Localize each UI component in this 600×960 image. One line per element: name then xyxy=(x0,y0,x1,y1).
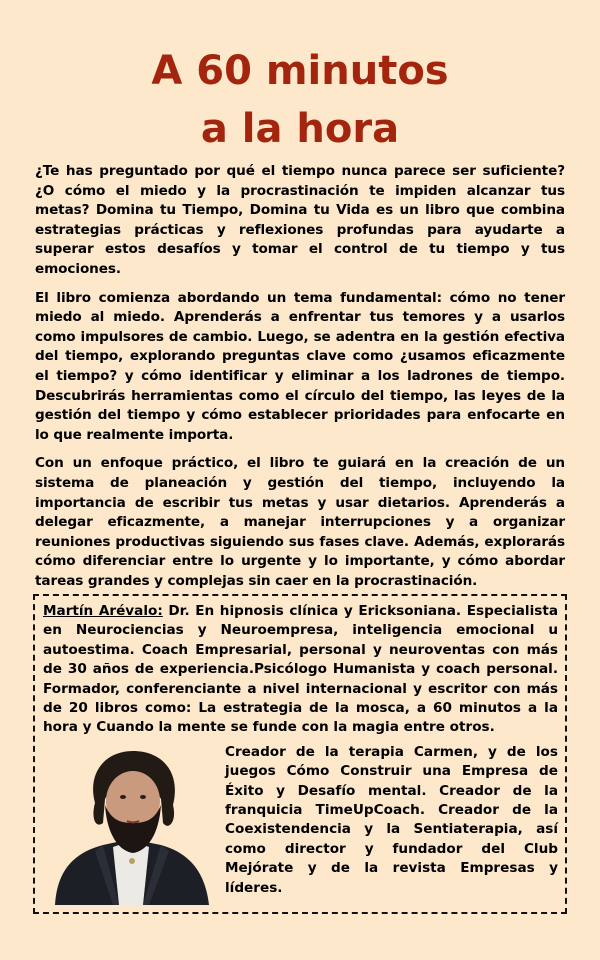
synopsis-paragraph-3: Con un enfoque práctico, el libro te guiará en la creación de un sistema de planeación y gestión del tiempo, incluyendo la importancia de escribir tus metas y usar dietarios. Aprenderás a delegar eficazmente, a manejar interrupciones y a organizar reuniones productivas siguiendo sus fases clave. Además, explorarás cómo diferenciar entre lo urgente y lo importante, y cómo abordar tareas grandes y complejas sin caer en la procrastinación. xyxy=(35,455,565,589)
author-photo xyxy=(43,743,221,905)
author-bio-box xyxy=(33,594,567,914)
synopsis-paragraph-2: El libro comienza abordando un tema fundamental: cómo no tener miedo al miedo. Aprenderás a enfrentar tus temores y a usarlos como impulsores de cambio. Luego, se adentra en la gestión efectiva del tiempo, explorando preguntas clave como ¿usamos eficazmente el tiempo? y cómo identificar y eliminar a los ladrones de tiempo. Descubrirás herramientas como el círculo del tiempo, las leyes de la gestión del tiempo y cómo establecer prioridades para enfocarte en lo que realmente importa. xyxy=(35,289,565,443)
synopsis-paragraph-1: ¿Te has preguntado por qué el tiempo nunca parece ser suficiente? ¿O cómo el miedo y la procrastinación te impiden alcanzar tus metas? Domina tu Tiempo, Domina tu Vida es un libro que combina estrategias prácticas y reflexiones profundas para ayudarte a superar estos desafíos y tomar el control de tu tiempo y tus emociones. xyxy=(35,163,565,277)
title-line-2: a la hora xyxy=(200,106,400,152)
author-bio-bottom xyxy=(43,743,558,905)
author-bio-text: Dr. En hipnosis clínica y Ericksoniana. Especialista en Neurociencias y Neuroempresa, inteligencia emocional u autoestima. Coach Empresarial, personal y neuroventas con más de 30 años de experiencia.Psicólogo Humanista y coach personal. Formador, conferenciante a nivel internacional y escritor con más de 20 libros como: La estrategia de la mosca, a 60 minutos a la hora y Cuando la mente se funde con la magia entre otros. xyxy=(43,603,559,736)
author-bio-continued: Creador de la terapia Carmen, y de los juegos Cómo Construir una Empresa de Éxito y Desafío mental. Creador de la franquicia TimeUpCoach. Creador de la Coexistendencia y la Sentiaterapia, así como director y fundador del Club Mejórate y de la revista Empresas y líderes. xyxy=(225,743,558,896)
author-name: Martín Arévalo: xyxy=(43,603,163,619)
author-bio-intro xyxy=(43,602,558,738)
title-line-1: A 60 minutos xyxy=(151,48,449,94)
book-title xyxy=(35,0,565,158)
synopsis xyxy=(35,162,565,591)
